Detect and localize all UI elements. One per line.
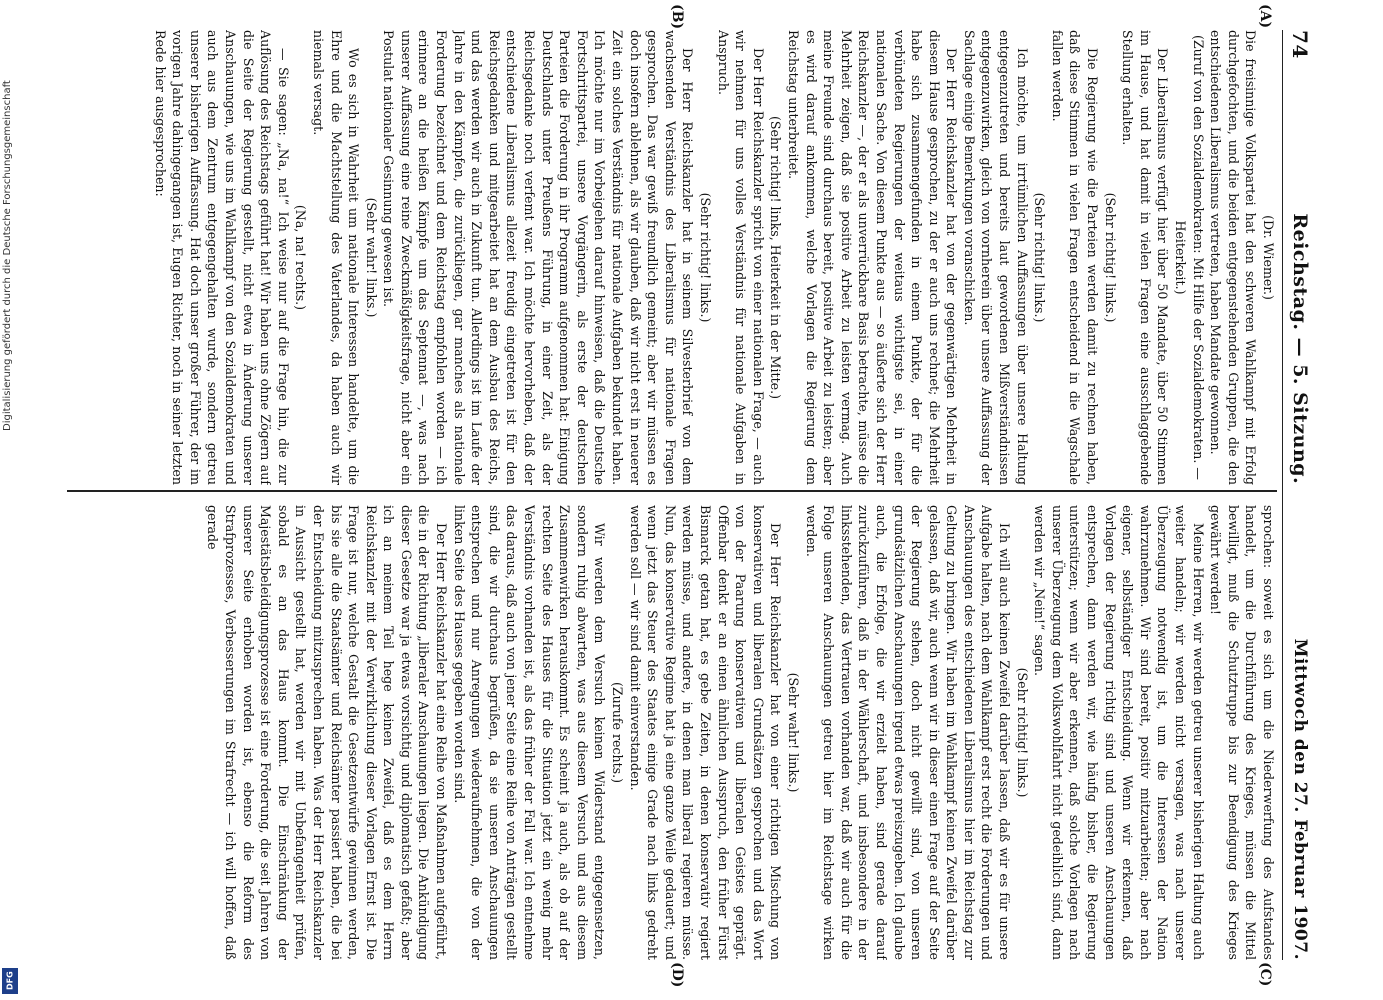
interjection: (Sehr wahr! links.) xyxy=(785,672,801,793)
interjection: (Sehr richtig! links.) xyxy=(698,192,713,323)
column-divider xyxy=(67,490,1277,492)
page-date: Mittwoch den 27. Februar 1907. xyxy=(1290,638,1310,960)
paragraph: Der Herr Reichskanzler hat in seinem Silvesterbrief von dem wachsenden Verständnis des Liberalismus für nationale Fragen gesprochen. Das war gewiß freundlich gemeint; aber wir müssen es doch insofern ablehnen, als wir glauben, daß wir nicht erst in neuerer Zeit ein solches Verständnis für nationale Aufgaben bekundet haben. Ich möchte nur im Vorbeigehen darauf hinweisen, daß die Deutsche Fortschrittspartei, unsere Vorgängerin, als erste der deutschen Parteien die Forderung in ihr Programm aufgenommen hat: Einigung Deutschlands unter Preußens Führung, in einer Zeit, als der Reichsgedanke noch verfemt war. Ich möchte hervorheben, daß der entschiedene Liberalismus allezeit freudig eingetreten ist für den Reichsgedanken und mitgearbeitet hat an dem Ausbau des Reichs, und das werden wir auch in Zukunft tun. Allerdings ist im Laufe der Jahre in den Kämpfen, die zurückliegen, gar manches als nationale Forderung bezeichnet und dem Reichstag empfohlen worden — ich erinnere an die heißen Kämpfe um das Septennat —, was nach unserer Auffassung eine reine Zweckmäßigkeitsfrage, nicht aber ein Postulat nationaler Gesinnung gewesen ist. xyxy=(381,30,696,485)
left-column xyxy=(77,30,1277,485)
paragraph: sprochen: soweit es sich um die Niederwerfung des Aufstandes handelt, um die Durchführung des Krieges, müssen die Mittel bewilligt, muß die Schutztruppe bis zur Beendigung des Krieges gewährt werden! xyxy=(1208,505,1276,960)
dfg-logo: DFG xyxy=(2,968,18,994)
page-title: Reichstag. — 5. Sitzung. xyxy=(1289,213,1311,485)
page-number: 74 xyxy=(1288,30,1312,59)
interjection: (Dr. Wiemer.) xyxy=(1261,215,1276,300)
interjection: (Sehr richtig! links.) xyxy=(1032,192,1048,323)
margin-marker-b: (B) xyxy=(669,4,685,30)
margin-marker-a: (A) xyxy=(1257,4,1273,29)
paragraph: Die Regierung wie die Parteien werden damit zu rechnen haben, daß diese Stimmen in vielen Fragen entscheidend in die Wagschale fallen werden. xyxy=(1049,30,1101,485)
paragraph: Wir werden dem Versuch keinen Widerstand entgegensetzen, sondern ruhig abwarten, was aus diesem Versuch und aus diesem Zusammenwirken herauskommt. Es scheint ja auch, als ob auf der rechten Seite des Hauses für die Situation jetzt ein wenig mehr Verständnis vorhanden ist, als das früher der Fall war. Ich entnehme das daraus, daß auch von jener Seite eine Reihe von Anträgen gestellt sind, die wir durchaus begrüßen, da sie unseren Anschauungen entsprechen und nur Anregungen wiederaufnehmen, die von der linken Seite des Hauses gegeben worden sind. xyxy=(451,505,608,960)
page-header xyxy=(1282,30,1317,960)
paragraph: Der Liberalismus verfügt hier über 50 Mandate, über 50 Stimmen im Hause, und hat damit in vielen Fragen eine ausschlaggebende Stellung erhalten. xyxy=(1120,30,1171,485)
interjection: (Sehr richtig! links.) xyxy=(1014,667,1030,798)
digitization-credit: Digitalisierung gefördert durch die Deutsche Forschungsgemeinschaft xyxy=(2,80,13,431)
right-column xyxy=(77,505,1277,960)
margin-marker-c: (C) xyxy=(1257,962,1273,987)
interjection: (Sehr wahr! links.) xyxy=(363,197,379,318)
paragraph: — Sie sagen: „Na, na!“ Ich weise nur auf die Frage hin, die zur Auflösung des Reichstags geführt hat! Wir haben uns ohne Zögern auf die Seite der Regierung gestellt, nicht etwa in Änderung unserer Anschauungen, wie uns im Wahlkampf von den Sozialdemokraten und auch aus dem Zentrum entgegengehalten wurde, sondern getreu unserer bisherigen Auffassung. Hat doch unser großer Führer, der im vorigen Jahre dahingegangen ist, Eugen Richter, noch in seiner letzten Rede hier ausgesprochen: xyxy=(152,30,291,485)
paragraph: Meine Herren, wir werden getreu unserer bisherigen Haltung auch weiter handeln; wir werden nicht versagen, was nach unserer Überzeugung notwendig ist, um die Interessen der Nation wahrzunehmen. Wir sind bereit, positiv mitzuarbeiten; aber nach eigener, selbständiger Entscheidung. Wenn wir erkennen, daß Vorlagen der Regierung richtig sind und unseren Anschauungen entsprechen, dann werden wir, wie häufig bisher, die Regierung unterstützen; wenn wir aber erkennen, daß solche Vorlagen nach unserer Überzeugung dem Volkswohlfahrt nicht gedeihlich sind, dann werden wir „Nein!“ sagen. xyxy=(1032,505,1206,960)
paragraph: Ich möchte, um irrtümlichen Auffassungen über unsere Haltung entgegenzutreten und bereits laut gewordenen Mißverständnissen entgegenzuwirken, gleich von vornherein über unsere Auffassung der Sachlage einige Bemerkungen voranschicken. xyxy=(961,30,1030,485)
interjection: (Sehr richtig! links.) xyxy=(1102,192,1118,323)
interjection: (Sehr richtig! links, Heiterkeit in der Mitte.) xyxy=(768,115,784,400)
paragraph: Ich will auch keinen Zweifel darüber lassen, daß wir es für unsere Aufgabe halten, nach dem Wahlkampf erst recht die Forderungen und Anschauungen des entschiedenen Liberalismus hier im Reichstag zur Geltung zu bringen. Wir haben im Wahlkampf keinen Zweifel darüber gelassen, daß wir, auch wenn wir in dieser einen Frage auf der Seite der Regierung stehen, doch nicht gewillt sind, von unseren grundsätzlichen Anschauungen irgend etwas preiszugeben. Ich glaube auch, die Erfolge, die wir erzielt haben, sind gerade darauf zurückzuführen, daß in der Wählerschaft, und insbesondere in der linksstehenden, das Vertrauen vorhanden war, daß wir auch für die Folge unseren Anschauungen getreu hier im Reichstage wirken werden. xyxy=(803,505,1013,960)
paragraph: Der Herr Reichskanzler hat eine Reihe von Maßnahmen aufgeführt, die in der Richtung „liberaler Anschauungen liegen. Die Ankündigung dieser Gesetze war ja etwas vorsichtig und diplomatisch gefaßt; aber ich an meinem Teil hege keinen Zweifel, daß es dem Herrn Reichskanzler mit der Verwirklichung dieser Vorlagen Ernst ist. Die Frage ist nur, welche Gestalt die Gesetzentwürfe gewinnen werden, bis sie alle die Staatsämter und Reichsämter passiert haben, die bei der Entscheidung mitzusprechen haben. Was der Herr Reichskanzler in Aussicht gestellt hat, werden wir mit Unbefangenheit prüfen, sobald es an das Haus kommt. Die Einschränkung der Majestätsbeleidigungsprozesse ist eine Forderung, die seit Jahren von unserer Seite erhoben worden ist, ebenso die Reform des Strafprozesses, Verbesserungen im Strafrecht — ich will hoffen, daß gerade xyxy=(205,505,450,960)
interjection: (Na, na! rechts.) xyxy=(293,204,309,311)
interjection: (Zurufe rechts.) xyxy=(610,681,626,784)
paragraph: Wo es sich in Wahrheit um nationale Interessen handelte, um die Ehre und die Machtstellung des Vaterlandes, da haben auch wir niemals versagt. xyxy=(310,30,362,485)
paragraph: Die freisinnige Volkspartei hat den schweren Wahlkampf mit Erfolg durchgefochten, und die beiden entgegenstehenden Gruppen, die den entschiedenen Liberalismus vertreten, haben Mandate gewonnen. xyxy=(1208,30,1259,485)
margin-marker-d: (D) xyxy=(669,962,685,988)
paragraph: Der Herr Reichskanzler hat von der gegenwärtigen Mehrheit in diesem Hause gesprochen, zu der er auch uns rechnet; die Mehrheit habe sich zusammengefunden in einem Punkte, der für die verbündeten Regierungen der weitaus wichtigste sei, in einer nationalen Sache. Von diesem Punkte aus — so äußerte sich der Herr Reichskanzler —, der er als unverrückbare Basis betrachte, müsse die Mehrheit zeigen, daß sie positive Arbeit zu leisten vermag. Auch meine Freunde sind durchaus bereit, positive Arbeit zu leisten; aber es wird darauf ankommen, welche Vorlagen die Regierung dem Reichstag unterbreitet. xyxy=(785,30,960,485)
paragraph: Der Herr Reichskanzler spricht von einer nationalen Frage, — auch wir nehmen für uns volles Verständnis für nationale Aufgaben in Anspruch. xyxy=(715,30,766,485)
paragraph: Der Herr Reichskanzler hat von einer richtigen Mischung von konservativen und liberalen Grundsätzen gesprochen und das Wort von der Paarung konservativen und liberalen Geistes geprägt. Offenbar denkt er an einen ähnlichen Ausspruch, den früher Fürst Bismarck getan hat, es gebe Zeiten, in denen konservativ regiert werden müsse, und andere, in denen man liberal regieren müsse. Nun, das konservative Regime hat ja eine ganze Weile gedauert; und wenn jetzt das Steuer des Staates einige Grade nach links gedreht werden soll — wir sind damit einverstanden. xyxy=(627,505,784,960)
interjection: (Zuruf von den Sozialdemokraten: Mit Hilfe der Sozialdemokraten. — Heiterkeit.) xyxy=(1173,35,1206,480)
newspaper-page xyxy=(55,0,1325,1000)
